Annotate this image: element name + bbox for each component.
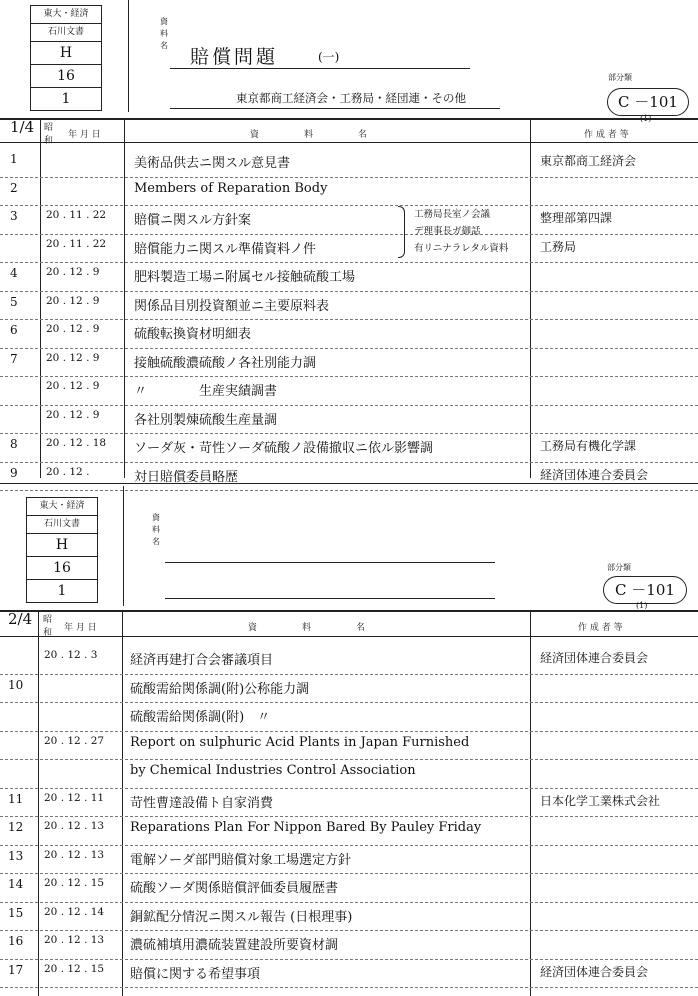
row-no: 4: [10, 266, 18, 280]
row-rule: [0, 177, 698, 178]
header-date: 年 月 日: [68, 130, 101, 140]
row-org: 東京都商工経済会: [540, 154, 637, 168]
row-date: 20 . 12 . 18: [46, 437, 107, 449]
class-code-badge: [603, 576, 687, 604]
row-date: 20 . 12 . 9: [46, 294, 100, 307]
row-text: 美術品供去ニ関スル意見書: [134, 156, 291, 171]
row-no: 13: [8, 848, 24, 863]
header-era: 昭 和: [43, 615, 53, 638]
row-rule: [0, 816, 698, 817]
note-line: デ理事長ガ御話: [414, 226, 481, 237]
row-date: 20 . 12 . 15: [44, 877, 105, 889]
row-text: 硫酸転換資材明細表: [134, 327, 252, 342]
row-text: 濃硫補填用濃硫装置建設所要資材調: [130, 938, 339, 953]
row-rule: [0, 930, 698, 931]
row-rule: [0, 788, 698, 789]
row-no: 5: [10, 294, 18, 309]
stamp-line: 石川文書: [27, 516, 97, 534]
header-era: 昭 和: [44, 123, 54, 146]
row-no: 14: [8, 877, 24, 891]
class-label: 部分類: [608, 73, 632, 82]
document-title: 賠償問題: [190, 46, 279, 68]
row-date: 20 . 12 . 27: [44, 734, 105, 747]
row-text: 各社別製煉硫酸生産量調: [134, 412, 278, 428]
row-no: 16: [8, 934, 24, 948]
row-date: 20 . 12 . 14: [44, 905, 105, 918]
page-number: 1/4: [10, 118, 35, 136]
row-org: 日本化学工業株式会社: [540, 793, 661, 808]
row-date: 20 . 12 . 13: [44, 934, 105, 946]
row-rule: [0, 205, 698, 206]
row-org: 経済団体連合委員会: [540, 964, 649, 979]
bracket-note: [414, 206, 508, 257]
label-char: 資: [152, 513, 160, 522]
header-material: 資 料 名: [250, 130, 368, 140]
row-text: Report on sulphuric Acid Plants in Japan Furnished: [130, 734, 470, 750]
row-rule: [0, 262, 698, 263]
row-date: 20 . 12 . 15: [44, 962, 105, 975]
row-text: Reparations Plan For Nippon Bared By Pauley Friday: [130, 820, 482, 835]
header-author: 作 成 者 等: [584, 130, 629, 140]
row-org: 工務局有機化学課: [540, 439, 637, 453]
row-rule: [0, 462, 698, 463]
class-code-badge: [607, 88, 689, 116]
row-no: 15: [8, 905, 24, 920]
row-text: 経済再建打合会審議項目: [130, 653, 274, 668]
row-text: 賠償ニ関スル方針案: [134, 213, 252, 228]
row-rule: [0, 319, 698, 320]
row-rule: [0, 959, 698, 960]
row-no: 17: [8, 962, 24, 977]
row-date: 20 . 12 . 11: [44, 791, 105, 804]
row-rule: [0, 433, 698, 434]
label-char: 名: [160, 41, 168, 50]
row-date: 20 . 12 . 9: [46, 266, 100, 278]
row-no: 7: [10, 351, 18, 366]
document-subtitle: 東京都商工経済会・工務局・経団連・その他: [236, 91, 466, 105]
row-rule: [0, 674, 698, 675]
row-text: 接触硫酸濃硫酸ノ各社別能力調: [134, 355, 317, 371]
row-rule: [0, 731, 698, 732]
row-text: 関係品目別投資額並ニ主要原料表: [134, 298, 330, 314]
stamp-line: 1: [61, 91, 71, 107]
stamp-line: 東大・経済: [31, 6, 101, 24]
row-date: 20 . 12 . 9: [46, 408, 100, 421]
row-rule: [0, 987, 698, 988]
document-title-suffix: (一): [318, 50, 340, 64]
stamp-line: H: [31, 42, 101, 65]
row-text: Members of Reparation Body: [134, 180, 328, 196]
row-date: 20 . 12 .: [46, 465, 90, 478]
row-no: 6: [10, 323, 18, 337]
row-org: 工務局: [540, 239, 577, 254]
row-rule: [0, 376, 698, 377]
row-text: ソーダ灰・苛性ソーダ硫酸ノ設備撤収ニ依ル影響調: [134, 441, 434, 456]
row-no: 11: [8, 791, 24, 806]
row-org: 整理部第四課: [540, 211, 613, 225]
note-line: 有リニナラレタル資料: [414, 243, 509, 254]
stamp-line: 石川文書: [31, 24, 101, 42]
row-text: 硫酸ソーダ関係賠償評価委員履歴書: [130, 881, 339, 896]
row-rule: [0, 902, 698, 903]
row-no: 3: [10, 209, 18, 223]
row-no: 9: [10, 465, 18, 480]
row-date: 20 . 11 . 22: [46, 209, 107, 221]
class-label: 部分類: [607, 563, 631, 572]
row-rule: [0, 759, 698, 760]
stamp-line: 東大・経済: [27, 498, 97, 516]
row-text: 賠償能力ニ関スル準備資料ノ件: [134, 241, 317, 257]
header-material: 資 料 名: [248, 623, 366, 633]
row-text: 肥料製造工場ニ附属セル接触硫酸工場: [134, 270, 356, 285]
material-label: [160, 16, 168, 52]
row-no: 8: [10, 437, 18, 451]
header-date: 年 月 日: [64, 623, 97, 633]
label-char: 料: [160, 29, 168, 38]
row-date: 20 . 12 . 9: [46, 380, 100, 392]
row-text: 苛性曹達設備ト自家消費: [130, 795, 274, 811]
row-rule: [0, 845, 698, 846]
row-no: 12: [8, 820, 24, 834]
row-text: 対日賠償委員略歴: [134, 469, 239, 485]
row-text: 銅鉱配分情況ニ関スル報告 (日根理事): [130, 909, 353, 925]
row-date: 20 . 12 . 3: [44, 649, 98, 661]
stamp-line: 16: [27, 557, 97, 580]
row-rule: [0, 291, 698, 292]
page-number: 2/4: [8, 610, 33, 628]
row-date: 20 . 12 . 9: [46, 351, 100, 364]
row-text: 〃 生産実績調書: [134, 384, 278, 399]
stamp-line: 1: [57, 583, 67, 599]
row-no: 1: [10, 152, 18, 166]
class-code: C －101: [618, 93, 678, 111]
row-rule: [0, 234, 698, 235]
row-date: 20 . 12 . 13: [44, 848, 105, 861]
row-date: 20 . 12 . 13: [44, 820, 105, 832]
label-char: 資: [160, 17, 168, 26]
row-text: 電解ソーダ部門賠償対象工場選定方針: [130, 852, 352, 868]
class-sub: (1): [640, 114, 652, 123]
stamp-line: H: [27, 534, 97, 557]
note-bracket: [398, 206, 405, 258]
header-author: 作 成 者 等: [578, 623, 623, 633]
label-char: 名: [152, 537, 160, 546]
material-label: [152, 512, 160, 548]
row-text: 賠償に関する希望事項: [130, 966, 261, 982]
row-date: 20 . 12 . 9: [46, 323, 100, 335]
row-text: by Chemical Industries Control Association: [130, 763, 416, 778]
row-text: 硫酸需給関係調(附) 〃: [130, 710, 271, 725]
row-rule: [0, 405, 698, 406]
archive-stamp-bottom: [26, 497, 98, 603]
stamp-line: 16: [31, 65, 101, 88]
row-rule: [0, 490, 698, 491]
row-rule: [0, 873, 698, 874]
row-org: 経済団体連合委員会: [540, 467, 649, 482]
row-no: 2: [10, 180, 18, 195]
class-sub: (1): [636, 601, 648, 610]
note-line: 工務局長室ノ会議: [414, 209, 491, 220]
row-date: 20 . 11 . 22: [46, 237, 107, 250]
row-rule: [0, 348, 698, 349]
archive-stamp-top: [30, 5, 102, 111]
row-org: 経済団体連合委員会: [540, 651, 649, 665]
row-rule: [0, 702, 698, 703]
row-no: 10: [8, 677, 24, 692]
class-code: C －101: [615, 581, 675, 599]
label-char: 料: [152, 525, 160, 534]
row-text: 硫酸需給関係調(附)公称能力調: [130, 681, 310, 697]
